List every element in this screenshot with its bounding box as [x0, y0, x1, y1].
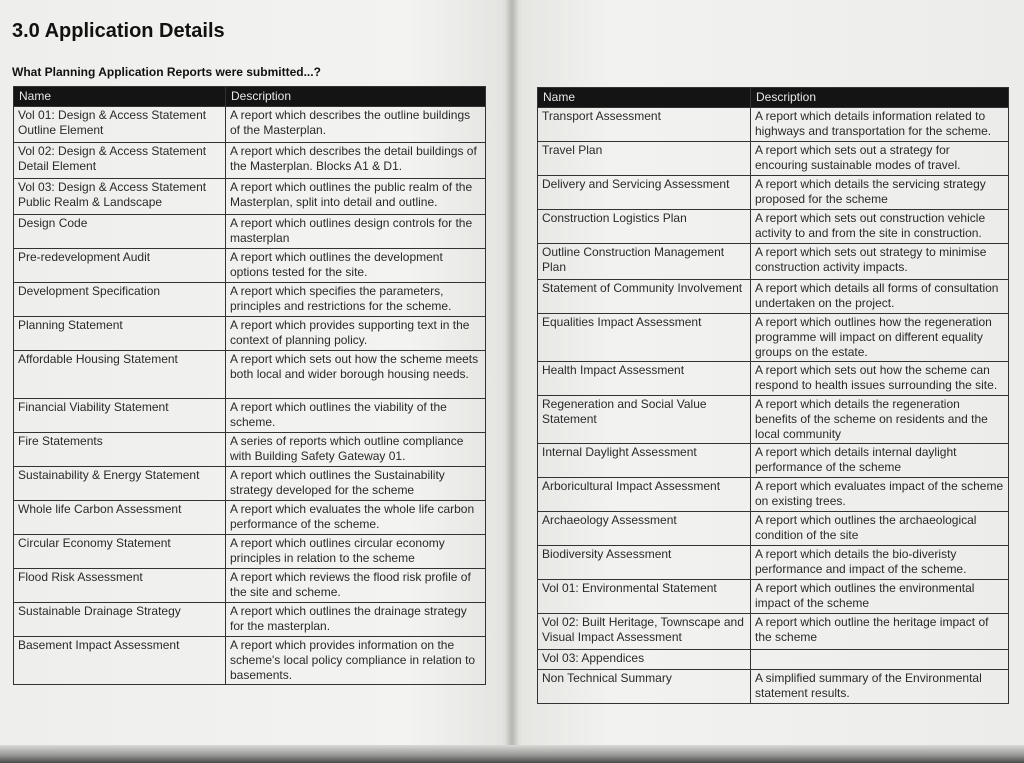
- table-row: [538, 362, 1009, 396]
- report-description: A report which describes the detail buildings of the Masterplan. Blocks A1 & D1.: [226, 143, 486, 179]
- report-name: Pre-redevelopment Audit: [14, 249, 226, 283]
- table-row: [538, 580, 1009, 614]
- report-description: A report which sets out strategy to minimise construction activity impacts.: [751, 244, 1009, 280]
- reports-table-right: [537, 87, 1009, 704]
- report-name: Internal Daylight Assessment: [538, 444, 751, 478]
- report-name: Equalities Impact Assessment: [538, 314, 751, 362]
- reports-table-left: [13, 86, 486, 685]
- report-name: Statement of Community Involvement: [538, 280, 751, 314]
- table-row: [14, 501, 486, 535]
- table-row: [14, 351, 486, 399]
- report-description: A report which provides supporting text in the context of planning policy.: [226, 317, 486, 351]
- report-description: A simplified summary of the Environmental statement results.: [751, 670, 1009, 704]
- report-name: Vol 02: Built Heritage, Townscape and Visual Impact Assessment: [538, 614, 751, 650]
- table-row: [14, 317, 486, 351]
- table-row: [14, 107, 486, 143]
- report-description: A report which details the servicing strategy proposed for the scheme: [751, 176, 1009, 210]
- report-name: Vol 01: Environmental Statement: [538, 580, 751, 614]
- table-row: [14, 467, 486, 501]
- report-description: A report which outline the heritage impact of the scheme: [751, 614, 1009, 650]
- page-title: 3.0 Application Details: [12, 20, 225, 42]
- report-description: A report which outlines the viability of the scheme.: [226, 399, 486, 433]
- table-row: [14, 179, 486, 215]
- table-row: [14, 143, 486, 179]
- report-name: Vol 02: Design & Access Statement Detail Element: [14, 143, 226, 179]
- report-name: Biodiversity Assessment: [538, 546, 751, 580]
- report-name: Vol 03: Appendices: [538, 650, 751, 670]
- report-name: Planning Statement: [14, 317, 226, 351]
- table-row: [14, 283, 486, 317]
- report-description: A report which outlines the environmental impact of the scheme: [751, 580, 1009, 614]
- report-name: Travel Plan: [538, 142, 751, 176]
- report-description: A report which details the bio-diveristy performance and impact of the scheme.: [751, 546, 1009, 580]
- report-name: Delivery and Servicing Assessment: [538, 176, 751, 210]
- report-name: Design Code: [14, 215, 226, 249]
- page-gutter: [505, 0, 519, 763]
- table-row: [538, 176, 1009, 210]
- report-description: A report which sets out a strategy for encouring sustainable modes of travel.: [751, 142, 1009, 176]
- report-description: A report which reviews the flood risk profile of the site and scheme.: [226, 569, 486, 603]
- report-name: Vol 03: Design & Access Statement Public Realm & Landscape: [14, 179, 226, 215]
- table-row: [538, 670, 1009, 704]
- table-header-row: [14, 87, 486, 107]
- report-name: Fire Statements: [14, 433, 226, 467]
- report-description: A report which outlines the Sustainability strategy developed for the scheme: [226, 467, 486, 501]
- table-row: [538, 142, 1009, 176]
- report-description: A report which details information related to highways and transportation for the scheme.: [751, 108, 1009, 142]
- table-row: [538, 650, 1009, 670]
- table-row: [538, 280, 1009, 314]
- report-name: Transport Assessment: [538, 108, 751, 142]
- page-subtitle: What Planning Application Reports were submitted...?: [12, 65, 321, 79]
- report-name: Arboricultural Impact Assessment: [538, 478, 751, 512]
- report-description: A report which details the regeneration benefits of the scheme on residents and the local community: [751, 396, 1009, 444]
- table-row: [14, 215, 486, 249]
- report-name: Circular Economy Statement: [14, 535, 226, 569]
- report-description: A report which outlines design controls for the masterplan: [226, 215, 486, 249]
- table-row: [14, 535, 486, 569]
- report-name: Affordable Housing Statement: [14, 351, 226, 399]
- column-header-name: Name: [14, 87, 226, 107]
- report-description: A report which outlines the public realm of the Masterplan, split into detail and outline.: [226, 179, 486, 215]
- table-row: [14, 603, 486, 637]
- report-name: Development Specification: [14, 283, 226, 317]
- table-row: [538, 546, 1009, 580]
- report-name: Construction Logistics Plan: [538, 210, 751, 244]
- report-name: Archaeology Assessment: [538, 512, 751, 546]
- report-description: A report which provides information on the scheme's local policy compliance in relation to basements.: [226, 637, 486, 685]
- report-name: Vol 01: Design & Access Statement Outline Element: [14, 107, 226, 143]
- report-description: A series of reports which outline compliance with Building Safety Gateway 01.: [226, 433, 486, 467]
- report-description: A report which outlines the development options tested for the site.: [226, 249, 486, 283]
- table-row: [14, 433, 486, 467]
- report-description: A report which sets out how the scheme meets both local and wider borough housing needs.: [226, 351, 486, 399]
- page-bottom-edge: [0, 745, 1024, 763]
- table-row: [538, 210, 1009, 244]
- table-row: [538, 244, 1009, 280]
- report-description: A report which evaluates impact of the scheme on existing trees.: [751, 478, 1009, 512]
- report-description: A report which outlines circular economy principles in relation to the scheme: [226, 535, 486, 569]
- report-description: A report which details internal daylight performance of the scheme: [751, 444, 1009, 478]
- table-row: [538, 396, 1009, 444]
- report-name: Regeneration and Social Value Statement: [538, 396, 751, 444]
- table-row: [538, 478, 1009, 512]
- report-name: Sustainability & Energy Statement: [14, 467, 226, 501]
- report-name: Basement Impact Assessment: [14, 637, 226, 685]
- table-row: [14, 637, 486, 685]
- table-row: [538, 314, 1009, 362]
- report-description: A report which outlines how the regeneration programme will impact on different equality groups on the estate.: [751, 314, 1009, 362]
- report-name: Sustainable Drainage Strategy: [14, 603, 226, 637]
- report-description: [751, 650, 1009, 670]
- table-row: [538, 512, 1009, 546]
- table-row: [538, 614, 1009, 650]
- report-description: A report which details all forms of consultation undertaken on the project.: [751, 280, 1009, 314]
- report-description: A report which outlines the drainage strategy for the masterplan.: [226, 603, 486, 637]
- report-description: A report which sets out how the scheme can respond to health issues surrounding the site.: [751, 362, 1009, 396]
- report-name: Health Impact Assessment: [538, 362, 751, 396]
- report-name: Non Technical Summary: [538, 670, 751, 704]
- table-row: [14, 569, 486, 603]
- report-description: A report which evaluates the whole life carbon performance of the scheme.: [226, 501, 486, 535]
- column-header-description: Description: [751, 88, 1009, 108]
- report-description: A report which outlines the archaeological condition of the site: [751, 512, 1009, 546]
- report-name: Outline Construction Management Plan: [538, 244, 751, 280]
- table-row: [14, 399, 486, 433]
- table-header-row: [538, 88, 1009, 108]
- report-description: A report which specifies the parameters, principles and restrictions for the scheme.: [226, 283, 486, 317]
- table-row: [538, 108, 1009, 142]
- report-description: A report which describes the outline buildings of the Masterplan.: [226, 107, 486, 143]
- column-header-name: Name: [538, 88, 751, 108]
- column-header-description: Description: [226, 87, 486, 107]
- report-name: Whole life Carbon Assessment: [14, 501, 226, 535]
- table-row: [14, 249, 486, 283]
- table-row: [538, 444, 1009, 478]
- report-description: A report which sets out construction vehicle activity to and from the site in construction.: [751, 210, 1009, 244]
- report-name: Financial Viability Statement: [14, 399, 226, 433]
- report-name: Flood Risk Assessment: [14, 569, 226, 603]
